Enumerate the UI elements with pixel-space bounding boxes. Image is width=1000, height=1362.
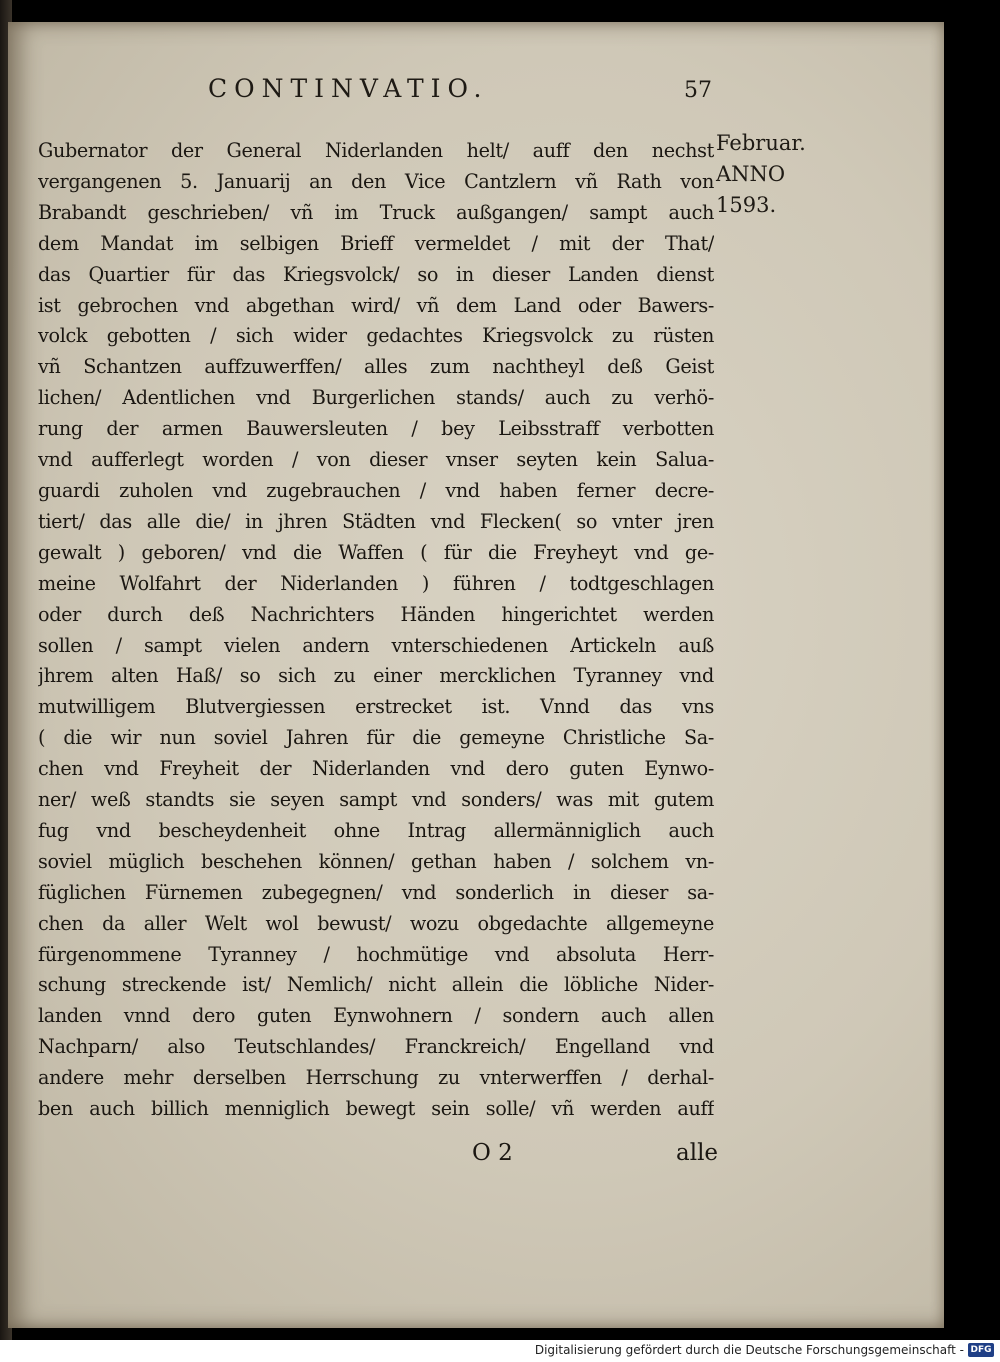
text-line: das Quartier für das Kriegsvolck/ so in dieser Landen dienst	[38, 262, 714, 286]
text-line: lichen/ Adentlichen vnd Burgerlichen stands/ auch zu verhö-	[38, 386, 714, 410]
text-line: ( die wir nun soviel Jahren für die gemeyne Christliche Sa-	[38, 726, 714, 750]
text-line: dem Mandat im selbigen Brieff vermeldet / mit der That/	[38, 231, 714, 255]
margin-note	[716, 128, 836, 221]
text-line: schung streckende ist/ Nemlich/ nicht allein die löbliche Nider-	[38, 973, 714, 997]
text-line: Brabandt geschrieben/ vñ im Truck außgangen/ sampt auch	[38, 200, 714, 224]
text-line: oder durch deß Nachrichters Händen hingerichtet werden	[38, 602, 714, 626]
text-line: landen vnnd dero guten Eynwohnern / sondern auch allen	[38, 1004, 714, 1028]
running-head: CONTINVATIO.	[208, 74, 489, 103]
catchword: alle	[676, 1140, 719, 1166]
text-line: ist gebrochen vnd abgethan wird/ vñ dem Land oder Bawers-	[38, 293, 714, 317]
text-line: vñ Schantzen auffzuwerffen/ alles zum nachtheyl deß Geist	[38, 355, 714, 379]
signature-mark: O 2	[472, 1140, 513, 1166]
text-line: ben auch billich menniglich bewegt sein solle/ vñ werden auff	[38, 1097, 714, 1121]
text-line: sollen / sampt vielen andern vnterschiedenen Artickeln auß	[38, 633, 714, 657]
text-line: guardi zuholen vnd zugebrauchen / vnd haben ferner decre-	[38, 478, 714, 502]
margin-note-line: Februar.	[716, 131, 806, 155]
text-line: chen vnd Freyheit der Niderlanden vnd dero guten Eynwo-	[38, 757, 714, 781]
text-line: jhrem alten Haß/ so sich zu einer mercklichen Tyranney vnd	[38, 664, 714, 688]
text-line: soviel müglich beschehen können/ gethan haben / solchem vn-	[38, 849, 714, 873]
text-line: andere mehr derselben Herrschung zu vnterwerffen / derhal-	[38, 1066, 714, 1090]
text-line: gewalt ) geboren/ vnd die Waffen ( für die Freyheyt vnd ge-	[38, 540, 714, 564]
footer-bar	[0, 1340, 1000, 1362]
text-line: mutwilligem Blutvergiessen erstrecket ist. Vnnd das vns	[38, 695, 714, 719]
text-line: ner/ weß standts sie seyen sampt vnd sonders/ was mit gutem	[38, 788, 714, 812]
text-line: vnd aufferlegt worden / von dieser vnser seyten kein Salua-	[38, 448, 714, 472]
text-line: fürgenommene Tyranney / hochmütige vnd absoluta Herr-	[38, 942, 714, 966]
text-line: Nachparn/ also Teutschlandes/ Franckreich/ Engelland vnd	[38, 1035, 714, 1059]
book-page	[8, 22, 944, 1328]
margin-note-line: ANNO	[716, 162, 786, 186]
text-line: füglichen Fürnemen zubegegnen/ vnd sonderlich in dieser sa-	[38, 880, 714, 904]
text-line: vergangenen 5. Januarij an den Vice Cantzlern vñ Rath von	[38, 169, 714, 193]
text-line: meine Wolfahrt der Niderlanden ) führen / todtgeschlagen	[38, 571, 714, 595]
funding-credit: Digitalisierung gefördert durch die Deutsche Forschungsgemeinschaft -	[534, 1343, 964, 1357]
margin-note-line: 1593.	[716, 193, 777, 217]
text-line: Gubernator der General Niderlanden helt/ auff den nechst	[38, 139, 714, 162]
page-number: 57	[684, 78, 712, 103]
dfg-logo-icon: DFG	[968, 1343, 994, 1357]
text-line: fug vnd bescheydenheit ohne Intrag allermänniglich auch	[38, 818, 714, 842]
text-line: volck gebotten / sich wider gedachtes Kriegsvolck zu rüsten	[38, 324, 714, 348]
text-line: tiert/ das alle die/ in jhren Städten vnd Flecken( so vnter jren	[38, 509, 714, 533]
text-line: chen da aller Welt wol bewust/ wozu obgedachte allgemeyne	[38, 911, 714, 935]
body-text	[38, 136, 714, 1125]
text-line: rung der armen Bauwersleuten / bey Leibsstraff verbotten	[38, 417, 714, 441]
